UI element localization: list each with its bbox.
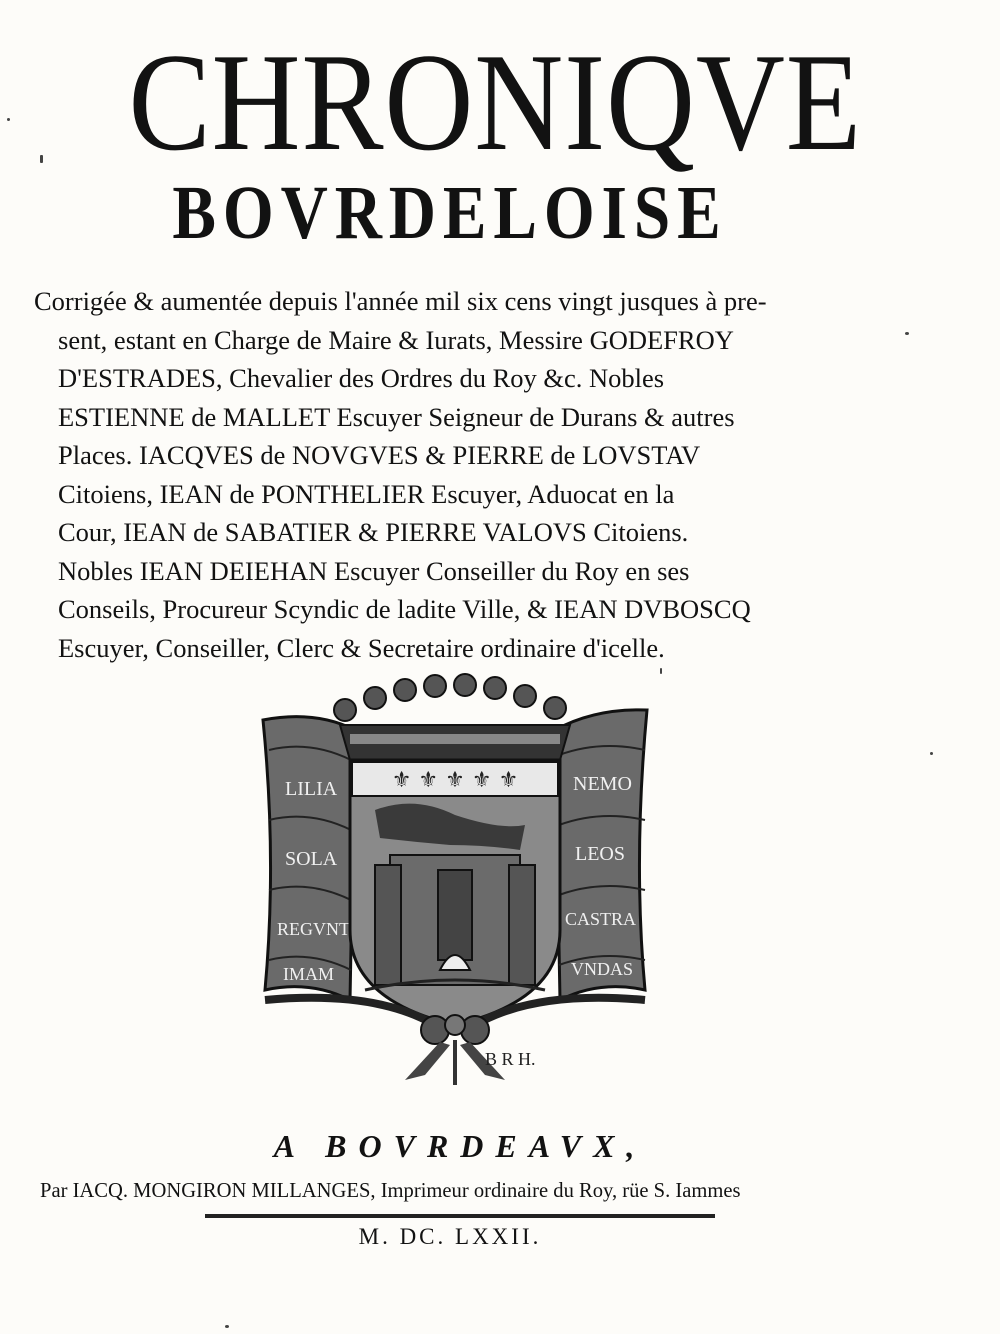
- paper-speck: [40, 155, 43, 163]
- body-line: ESTIENNE de MALLET Escuyer Seigneur de Durans & autres: [58, 401, 735, 432]
- banner-left-word: SOLA: [285, 848, 338, 870]
- body-line: Nobles IEAN DEIEHAN Escuyer Conseiller du Roy en ses: [58, 555, 690, 586]
- svg-text:⚜ ⚜ ⚜ ⚜ ⚜: ⚜ ⚜ ⚜ ⚜ ⚜: [391, 768, 519, 793]
- body-line: Cour, IEAN de SABATIER & PIERRE VALOVS Citoiens.: [58, 517, 689, 547]
- banner-left-word: IMAM: [283, 964, 335, 984]
- imprint-printer: Par IACQ. MONGIRON MILLANGES, Imprimeur ordinaire du Roy, rüe S. Iammes: [40, 1178, 741, 1202]
- shield: [350, 760, 560, 1025]
- banner-right-word: NEMO: [573, 773, 632, 795]
- body-line: Places. IACQVES de NOVGVES & PIERRE de LOVSTAV: [58, 440, 701, 470]
- banner-right-word: LEOS: [575, 843, 625, 865]
- banner-left-word: LILIA: [285, 778, 338, 800]
- banner-right-word: VNDAS: [571, 959, 634, 979]
- banner-left-word: REGVNT: [277, 919, 350, 939]
- body-line: D'ESTRADES, Chevalier des Ordres du Roy &c. Nobles: [58, 363, 665, 393]
- paper-speck: [225, 1325, 229, 1328]
- bordeaux-coat-of-arms: [255, 670, 655, 1090]
- main-title: CHRONIQVE: [128, 25, 862, 180]
- body-line: Citoiens, IEAN de PONTHELIER Escuyer, Aduocat en la: [58, 478, 675, 509]
- paper-speck: [930, 752, 933, 755]
- paper-speck: [905, 332, 909, 335]
- banner-right-word: CASTRA: [565, 909, 637, 929]
- printer-rule: [205, 1214, 715, 1218]
- body-line: Escuyer, Conseiller, Clerc & Secretaire ordinaire d'icelle.: [58, 632, 665, 663]
- left-banner: [263, 717, 355, 1000]
- paper-speck: [7, 118, 10, 121]
- body-line: sent, estant en Charge de Maire & Iurats, Messire GODEFROY: [58, 324, 734, 355]
- imprint-date: M. DC. LXXII.: [358, 1224, 542, 1249]
- crown: [334, 674, 570, 760]
- imprint-city: A BOVRDEAVX,: [273, 1128, 647, 1164]
- paper-speck: [660, 668, 662, 674]
- body-paragraph: [34, 282, 904, 667]
- body-line: Conseils, Procureur Scyndic de ladite Ville, & IEAN DVBOSCQ: [58, 594, 751, 624]
- right-banner: [555, 710, 647, 1000]
- sub-title: BOVRDELOISE: [172, 171, 728, 255]
- body-line: Corrigée & aumentée depuis l'année mil six cens vingt jusques à pre-: [34, 286, 767, 316]
- engraver-initials: B R H.: [485, 1049, 536, 1069]
